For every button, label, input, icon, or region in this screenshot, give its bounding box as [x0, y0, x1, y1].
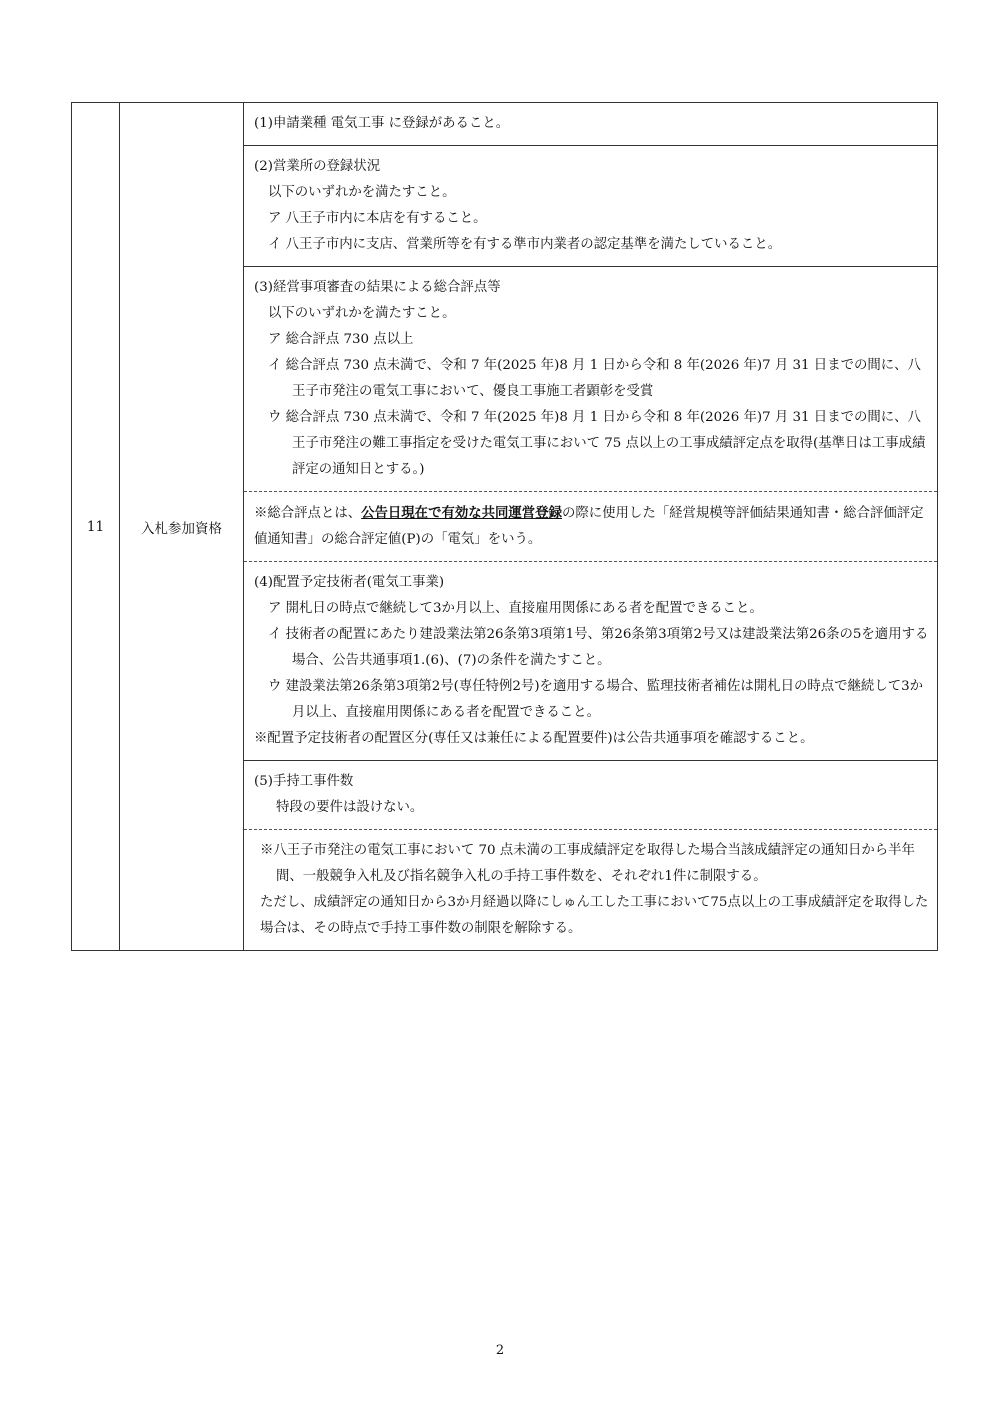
section-4-note: ※配置予定技術者の配置区分(専任又は兼任による配置要件)は公告共通事項を確認すること。: [254, 731, 814, 746]
row-number: 11: [86, 518, 105, 535]
note-prefix: ※総合評点とは、: [254, 506, 362, 521]
note-emphasis: 公告日現在で有効な共同運営登録: [361, 505, 562, 521]
row-label: 入札参加資格: [141, 520, 222, 537]
section-1: [244, 103, 937, 145]
section-4: [244, 561, 937, 760]
section-1-line: (1)申請業種 電気工事 に登録があること。: [254, 116, 510, 131]
section-5-title: (5)手持工事件数: [254, 774, 354, 789]
section-3-item-a: ア 総合評点 730 点以上: [268, 332, 414, 347]
section-5-note: [244, 829, 937, 950]
note-suffix: の際に使用した「経営規模等評価結果通知書・総合評価評定値通知書」の総合評定値(P)の「電気」をいう。: [254, 506, 924, 547]
section-4-item-i: イ 技術者の配置にあたり建設業法第26条第3項第1号、第26条第3項第2号又は建設業法第26条の5を適用する場合、公告共通事項1.(6)、(7)の条件を満たすこと。: [268, 627, 929, 668]
section-3-title: (3)経営事項審査の結果による総合評点等: [254, 280, 501, 295]
section-5-intro: 特段の要件は設けない。: [276, 800, 424, 815]
section-2: [244, 145, 937, 266]
section-2-item-i: イ 八王子市内に支店、営業所等を有する準市内業者の認定基準を満たしていること。: [268, 237, 782, 252]
section-2-title: (2)営業所の登録状況: [254, 159, 381, 174]
section-2-item-a: ア 八王子市内に本店を有すること。: [268, 211, 487, 226]
requirements-table: [71, 102, 938, 951]
section-4-item-u: ウ 建設業法第26条第3項第2号(専任特例2号)を適用する場合、監理技術者補佐は開札日の時点で継続して3か月以上、直接雇用関係にある者を配置できること。: [268, 679, 924, 720]
row-number-cell: [72, 103, 120, 950]
section-5-note-p1: ※八王子市発注の電気工事において 70 点未満の工事成績評定を取得した場合当該成績評定の通知日から半年間、一般競争入札及び指名競争入札の手持工事件数を、それぞれ1件に制限する。: [260, 843, 915, 884]
content-cell: [244, 103, 937, 950]
section-3: [244, 266, 937, 491]
section-3-note: [244, 491, 937, 561]
section-3-intro: 以下のいずれかを満たすこと。: [268, 306, 456, 321]
section-3-item-u: ウ 総合評点 730 点未満で、令和 7 年(2025 年)8 月 1 日から令和 8 年(2026 年)7 月 31 日までの間に、八王子市発注の難工事指定を受けた電気工事において 75 点以上の工事成績評定点を取得(基準日は工事成績評定の通知日とする。): [268, 410, 926, 477]
section-5: [244, 760, 937, 829]
section-3-item-i: イ 総合評点 730 点未満で、令和 7 年(2025 年)8 月 1 日から令和 8 年(2026 年)7 月 31 日までの間に、八王子市発注の電気工事において、優良工事施工者顕彰を受賞: [268, 358, 921, 399]
section-4-title: (4)配置予定技術者(電気工事業): [254, 575, 445, 590]
page-number: 2: [495, 1343, 505, 1358]
section-5-note-p2: ただし、成績評定の通知日から3か月経過以降にしゅん工した工事において75点以上の工事成績評定を取得した場合は、その時点で手持工事件数の制限を解除する。: [260, 895, 929, 936]
row-label-cell: [120, 103, 244, 950]
section-4-item-a: ア 開札日の時点で継続して3か月以上、直接雇用関係にある者を配置できること。: [268, 601, 763, 616]
section-2-intro: 以下のいずれかを満たすこと。: [268, 185, 456, 200]
